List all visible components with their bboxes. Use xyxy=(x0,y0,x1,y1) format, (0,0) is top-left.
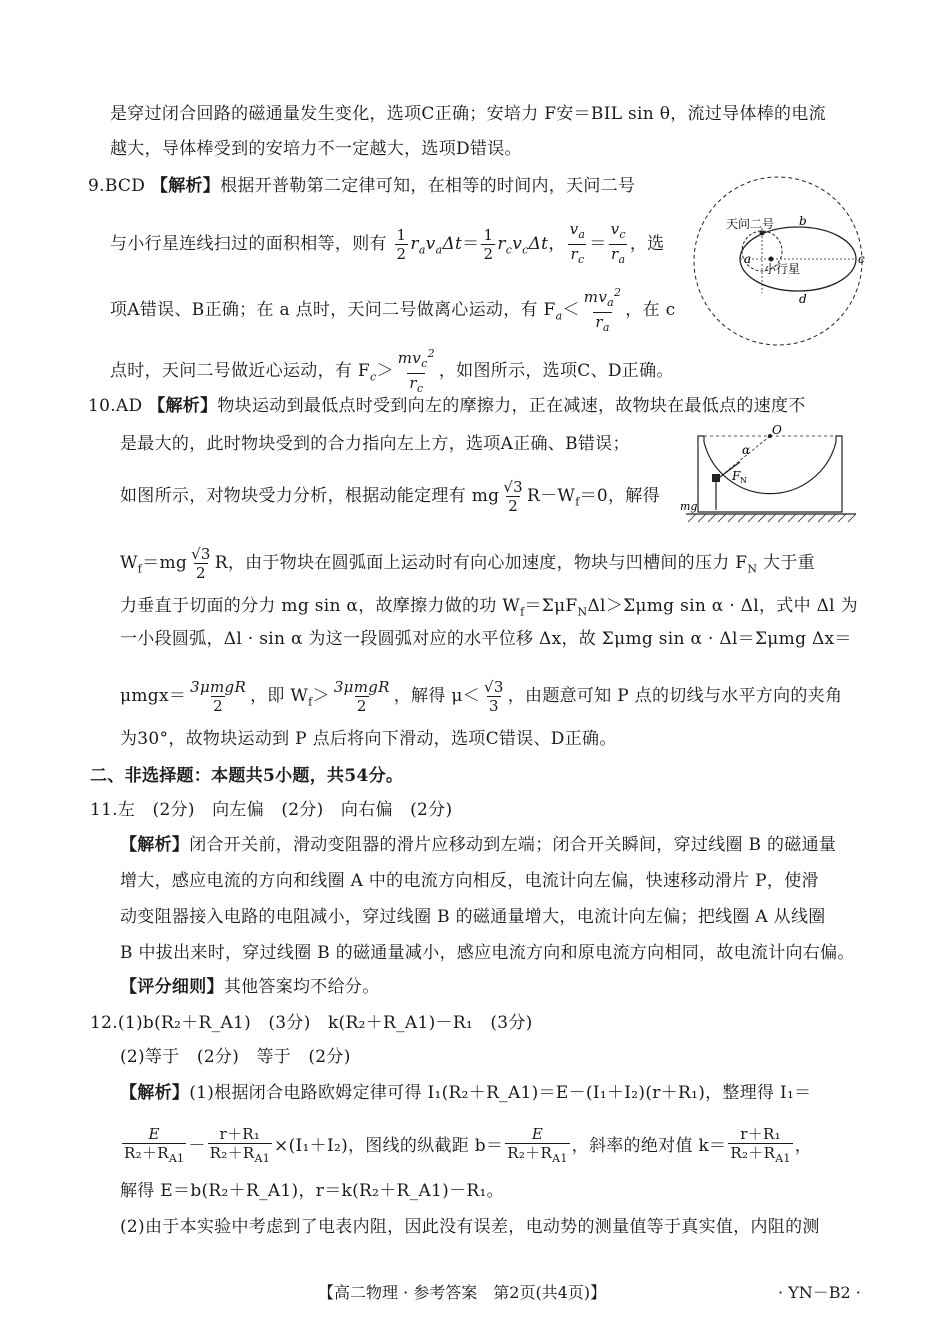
block xyxy=(712,474,720,482)
asteroid-label: 小行星 xyxy=(764,262,801,276)
q10-text-5c: Δl＞Σμmg sin α · Δl，式中 Δl 为 xyxy=(587,596,858,616)
q9-text-1: 根据开普勒第二定律可知，在相等的时间内，天问二号 xyxy=(220,176,636,196)
q10-text-3c: ＝0，解得 xyxy=(579,486,660,506)
q10-line-8: 为30°，故物块运动到 P 点后将向下滑动，选项C错误、D正确。 xyxy=(120,729,617,749)
q10-text-7e: ，由题意可知 P 点的切线与水平方向的夹角 xyxy=(507,686,843,706)
q10-text-4d: 大于重 xyxy=(763,553,815,573)
q9-text-4a: 点时，天问二号做近心运动，有 F xyxy=(110,361,370,381)
q9-text-3b: ，在 c xyxy=(625,300,676,320)
q11-text-1: 闭合开关前，滑动变阻器的滑片应移动到左端；闭合开关瞬间，穿过线圈 B 的磁通量 xyxy=(189,835,837,855)
q10-line-1 xyxy=(88,395,806,417)
q10-text-5b: ＝ΣμF xyxy=(524,596,578,616)
q9-line-3: 项A错误、B正确；在 a 点时，天问二号做离心运动，有 $F_a<$ $\frac{mv_a^2}{r_a}$ ，在 c xyxy=(110,284,675,337)
probe-dot xyxy=(760,231,765,236)
q10-analysis-tag: 【解析】 xyxy=(148,396,218,416)
orbit-diagram xyxy=(686,173,876,368)
q10-text-3a: 如图所示，对物块受力分析，根据动能定理有 mg xyxy=(120,486,500,506)
q11-score-tag: 【评分细则】 xyxy=(120,977,224,997)
q10-line-6: 一小段圆弧，Δl · sin α 为这一段圆弧对应的水平位移 Δx，故 Σμmg sin α · Δl＝Σμmg Δx＝ xyxy=(120,629,852,649)
q9-formula-fc: $\frac{mv_c^2}{r_c}$ xyxy=(396,345,437,398)
q10-text-7d: ，解得 μ＜ xyxy=(393,686,481,706)
q10-text-4c: R，由于物块在圆弧面上运动时有向心加速度，物块与凹槽间的压力 F xyxy=(214,553,748,573)
q9-text-2b: ，选 xyxy=(629,234,665,254)
ground-hatch xyxy=(688,514,856,522)
footer-page-info: 【高二物理 · 参考答案 第2页(共4页)】 xyxy=(318,1283,607,1302)
q10-text-7b: ，即 W xyxy=(250,686,309,706)
q10-text-4a: W xyxy=(120,553,138,573)
q12-line-2: $\frac{E}{R_2+R_{A1}}$ － $\frac{\text{r＋R₁}}{R_2+R_{A1}}$ ×(I₁＋I₂)，图线的纵截距 b＝ $\frac{E}{R_2+R_{A1}}$ ，斜率的绝对值 k＝ $\frac{\text{r＋R₁}}{R_2+R_{A1}}$ ， xyxy=(120,1125,812,1168)
q11-score-text: 其他答案均不给分。 xyxy=(223,977,380,997)
q10-text-3b: R－W xyxy=(527,486,576,506)
point-c-label: c xyxy=(858,252,865,266)
q11-line-1 xyxy=(120,834,836,856)
q11-score-line xyxy=(120,976,380,998)
section-2-heading: 二、非选择题：本题共5小题，共54分。 xyxy=(90,766,404,786)
q9-line-4: 点时，天问二号做近心运动，有 $F_c>$ $\frac{mv_c^2}{r_c}$ ，如图所示，选项C、D正确。 xyxy=(110,345,674,398)
p8-line-2: 越大，导体棒受到的安培力不一定越大，选项D错误。 xyxy=(110,139,522,159)
point-a-label: a xyxy=(744,252,752,266)
q9-analysis-tag: 【解析】 xyxy=(150,176,221,196)
q9-line-1 xyxy=(88,175,635,197)
q12-line-4: (2)由于本实验中考虑到了电表内阻，因此没有误差，电动势的测量值等于真实值，内阻的测 xyxy=(120,1217,820,1237)
label-FN-sub: N xyxy=(740,476,747,485)
q9-line-2: 与小行星连线扫过的面积相等，则有 $\frac{1}{2}$ $r_av_a\Delta t=$ $\frac{1}{2}$ $r_cv_c\Delta t$， $\frac{v_a}{r_c}$ ＝ $\frac{v_c}{r_a}$ ，选 xyxy=(110,220,664,269)
label-FN: F xyxy=(732,469,741,483)
q9-number: 9.BCD xyxy=(88,176,146,196)
q9-text-3a: 项A错误、B正确；在 a 点时，天问二号做离心运动，有 F xyxy=(110,300,556,320)
q10-line-5: 力垂直于切面的分力 mg sin α，故摩擦力做的功 $W_f=\Sigma\mu F_N\Delta l>\Sigma\mu mg$ sin α · Δl，式中 Δl 为 xyxy=(120,596,858,619)
q12-text-2a: ×(I₁＋I₂)，图线的纵截距 b＝ xyxy=(274,1136,504,1156)
q10-text-1: 物块运动到最低点时受到向左的摩擦力，正在减速，故物块在最低点的速度不 xyxy=(217,396,806,416)
q10-line-2: 是最大的，此时物块受到的合力指向左上方，选项A正确、B错误； xyxy=(120,434,630,454)
point-d-label: d xyxy=(799,292,807,306)
point-b-label: b xyxy=(799,214,807,228)
label-alpha: α xyxy=(742,443,751,457)
q10-text-7c: ＞ xyxy=(312,686,330,706)
q12-text-1: (1)根据闭合电路欧姆定律可得 I₁(R₂＋R_A1)＝E－(I₁＋I₂)(r＋R₁)，整理得 I₁＝ xyxy=(189,1083,812,1103)
bowl-diagram xyxy=(676,424,866,528)
q10-text-7a: μmgx＝ xyxy=(120,686,187,706)
q11-answer: 11.左 (2分) 向左偏 (2分) 向右偏 (2分) xyxy=(90,800,453,820)
q11-line-4: B 中拔出来时，穿过线圈 B 的磁通量减小，感应电流方向和原电流方向相同，故电流计向右偏。 xyxy=(120,943,855,963)
asteroid-dot xyxy=(769,257,774,262)
p8-line-1: 是穿过闭合回路的磁通量发生变化，选项C正确；安培力 F安＝BIL sin θ，流过导体棒的电流 xyxy=(110,104,826,124)
q12-analysis-tag: 【解析】 xyxy=(120,1083,190,1103)
probe-label: 天问二号 xyxy=(726,217,775,231)
q11-analysis-tag: 【解析】 xyxy=(120,835,190,855)
footer-code: · YN－B2 · xyxy=(778,1283,861,1302)
q10-number: 10.AD xyxy=(88,396,143,416)
q10-text-5a: 力垂直于切面的分力 mg sin α，故摩擦力做的功 W xyxy=(120,596,521,616)
q10-line-4: $W_f=mg$ $\frac{√3}{2}$ R，由于物块在圆弧面上运动时有向心加速度，物块与凹槽间的压力 $F_N$ 大于重 xyxy=(120,545,815,582)
label-mg: mg xyxy=(680,500,698,513)
q11-line-3: 动变阻器接入电路的电阻减小，穿过线圈 B 的磁通量增大，电流计向左偏；把线圈 A 从线圈 xyxy=(120,907,826,927)
q10-line-7: μmgx＝ $\frac{\text{3μmgR}}{2}$ ，即 $W_f>$ $\frac{\text{3μmgR}}{2}$ ，解得 μ＜ $\frac{√3}{3}$ ，由题意可知 P 点的切线与水平方向的夹角 xyxy=(120,678,843,715)
q9-formula-fa: $\frac{mv_a^2}{r_a}$ xyxy=(582,284,623,337)
q9-text-2a: 与小行星连线扫过的面积相等，则有 xyxy=(110,234,387,254)
q9-text-4b: ，如图所示，选项C、D正确。 xyxy=(438,361,674,381)
label-O: O xyxy=(772,424,782,437)
q10-line-3: 如图所示，对物块受力分析，根据动能定理有 mg $\frac{√3}{2}$ $R-W_f=0$，解得 xyxy=(120,478,660,515)
q10-text-4b: ＝mg xyxy=(142,553,188,573)
q12-answer-1: 12.(1)b(R₂＋R_A1) (3分) k(R₂＋R_A1)－R₁ (3分) xyxy=(90,1013,533,1033)
q12-line-1 xyxy=(120,1082,811,1104)
large-orbit-circle xyxy=(694,177,862,345)
q12-answer-2: (2)等于 (2分) 等于 (2分) xyxy=(120,1047,351,1067)
q12-line-3: 解得 E＝b(R₂＋R_A1)，r＝k(R₂＋R_A1)－R₁。 xyxy=(120,1181,504,1201)
q12-text-2b: ，斜率的绝对值 k＝ xyxy=(571,1136,727,1156)
q9-formula-area: $\frac{1}{2}$ xyxy=(396,226,407,263)
q11-line-2: 增大，感应电流的方向和线圈 A 中的电流方向相反，电流计向左偏，快速移动滑片 P，使滑 xyxy=(120,871,819,891)
